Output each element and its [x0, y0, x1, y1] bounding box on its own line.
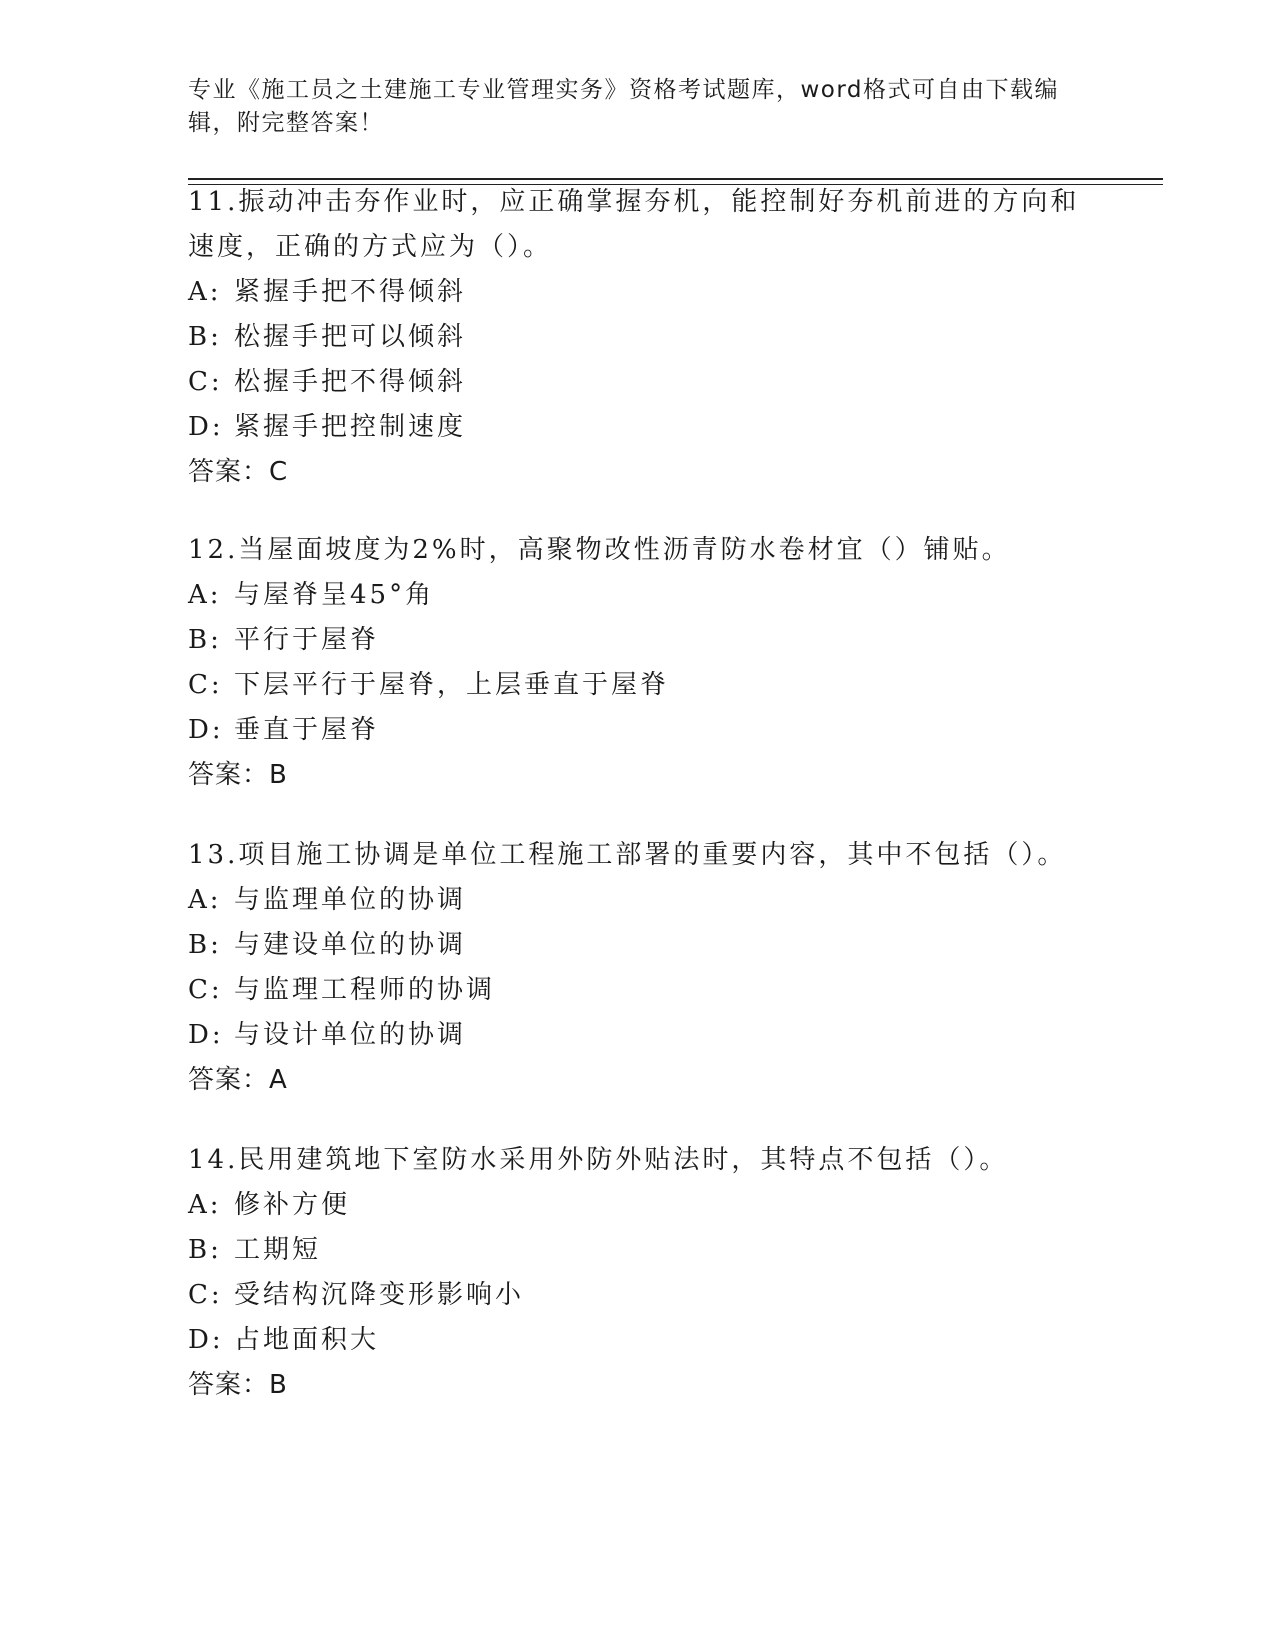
option-d	[188, 1318, 1088, 1363]
option-text: 松握手把可以倾斜	[234, 322, 467, 352]
option-text: 平行于屋脊	[234, 625, 380, 655]
option-text: 与建设单位的协调	[234, 930, 467, 960]
option-b	[188, 1228, 1088, 1273]
option-letter: B:	[188, 930, 222, 960]
option-a	[188, 1183, 1088, 1228]
option-text: 修补方便	[234, 1190, 351, 1220]
option-text: 松握手把不得倾斜	[234, 367, 467, 397]
answer-line: 答案：B	[188, 1370, 288, 1400]
option-a	[188, 573, 1088, 618]
option-letter: A:	[188, 277, 222, 307]
option-letter: C:	[188, 1280, 223, 1310]
option-text: 与设计单位的协调	[234, 1020, 467, 1050]
question-stem: 13.项目施工协调是单位工程施工部署的重要内容，其中不包括（）。	[188, 840, 1067, 870]
option-d	[188, 405, 1088, 450]
question-14	[188, 1138, 1088, 1408]
question-12	[188, 528, 1088, 798]
option-d	[188, 1013, 1088, 1058]
option-letter: A:	[188, 1190, 222, 1220]
option-letter: D:	[188, 715, 224, 745]
option-text: 占地面积大	[234, 1325, 380, 1355]
question-11	[188, 180, 1088, 495]
option-text: 与监理单位的协调	[234, 885, 467, 915]
question-stem: 14.民用建筑地下室防水采用外防外贴法时，其特点不包括（）。	[188, 1145, 1009, 1175]
option-text: 受结构沉降变形影响小	[234, 1280, 525, 1310]
answer-line: 答案：C	[188, 457, 289, 487]
question-stem: 12.当屋面坡度为2%时，高聚物改性沥青防水卷材宜（）铺贴。	[188, 535, 1011, 565]
option-letter: A:	[188, 580, 222, 610]
option-b	[188, 618, 1088, 663]
option-c	[188, 1273, 1088, 1318]
option-letter: B:	[188, 322, 222, 352]
option-letter: D:	[188, 1325, 224, 1355]
option-text: 与监理工程师的协调	[234, 975, 496, 1005]
option-letter: B:	[188, 1235, 222, 1265]
option-c	[188, 360, 1088, 405]
option-text: 紧握手把控制速度	[234, 412, 467, 442]
document-header: 专业《施工员之土建施工专业管理实务》资格考试题库，word格式可自由下载编辑，附完整答案！	[188, 77, 1060, 136]
option-text: 紧握手把不得倾斜	[234, 277, 467, 307]
option-text: 下层平行于屋脊，上层垂直于屋脊	[234, 670, 670, 700]
answer-line: 答案：A	[188, 1065, 288, 1095]
option-a	[188, 878, 1088, 923]
option-letter: D:	[188, 412, 224, 442]
option-d	[188, 708, 1088, 753]
option-text: 垂直于屋脊	[234, 715, 380, 745]
option-b	[188, 923, 1088, 968]
option-letter: C:	[188, 975, 223, 1005]
option-text: 与屋脊呈45°角	[234, 580, 435, 610]
option-letter: D:	[188, 1020, 224, 1050]
option-letter: C:	[188, 367, 223, 397]
option-letter: A:	[188, 885, 222, 915]
question-13	[188, 833, 1088, 1103]
option-letter: B:	[188, 625, 222, 655]
option-c	[188, 663, 1088, 708]
document-page	[188, 0, 1163, 1650]
question-stem: 11.振动冲击夯作业时，应正确掌握夯机，能控制好夯机前进的方向和速度，正确的方式应为（）。	[188, 187, 1080, 262]
option-letter: C:	[188, 670, 223, 700]
answer-line: 答案：B	[188, 760, 288, 790]
option-a	[188, 270, 1088, 315]
option-text: 工期短	[234, 1235, 322, 1265]
option-b	[188, 315, 1088, 360]
option-c	[188, 968, 1088, 1013]
